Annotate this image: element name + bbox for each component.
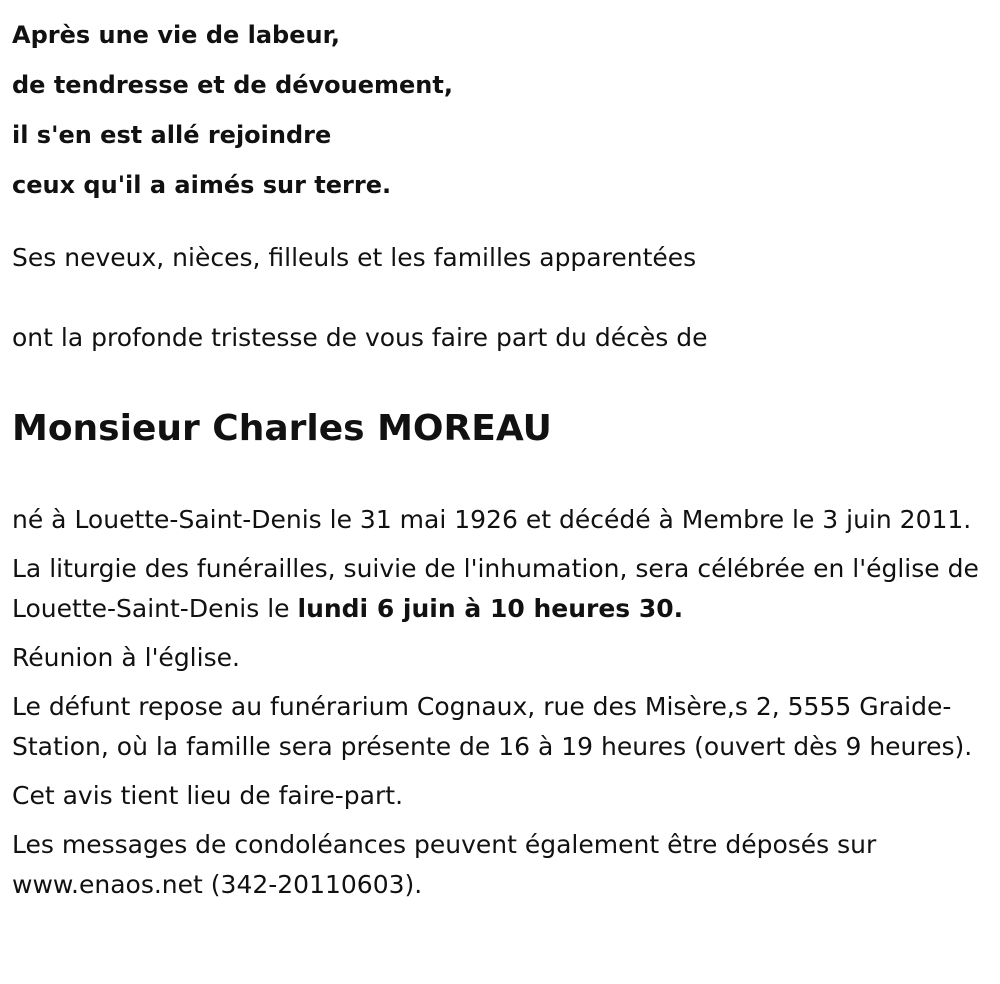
notice-paragraph: Cet avis tient lieu de faire-part. (12, 781, 404, 810)
liturgy-date-time: lundi 6 juin à 10 heures 30. (297, 594, 684, 623)
meeting-paragraph: Réunion à l'église. (12, 643, 240, 672)
condolences-paragraph: Les messages de condoléances peuvent également être déposés sur www.enaos.net (342-20110603). (12, 830, 877, 899)
verse-line-1: Après une vie de labeur, (12, 21, 341, 49)
verse-line-3: il s'en est allé rejoindre (12, 121, 332, 149)
announcement-line: ont la profonde tristesse de vous faire part du décès de (12, 323, 708, 352)
liturgy-paragraph (12, 549, 988, 629)
funeral-home-paragraph: Le défunt repose au funérarium Cognaux, rue des Misère,s 2, 5555 Graide-Station, où la famille sera présente de 16 à 19 heures (ouvert dès 9 heures). (12, 692, 973, 761)
birth-death-paragraph: né à Louette-Saint-Denis le 31 mai 1926 et décédé à Membre le 3 juin 2011. (12, 505, 972, 534)
family-line: Ses neveux, nièces, filleuls et les familles apparentées (12, 243, 697, 272)
liturgy-text: La liturgie des funérailles, suivie de l'inhumation, sera célébrée en l'église de Louette-Saint-Denis le (12, 554, 979, 623)
verse-line-4: ceux qu'il a aimés sur terre. (12, 171, 392, 199)
opening-verse (12, 0, 988, 210)
deceased-name: Monsieur Charles MOREAU (12, 408, 552, 449)
verse-line-2: de tendresse et de dévouement, (12, 71, 453, 99)
